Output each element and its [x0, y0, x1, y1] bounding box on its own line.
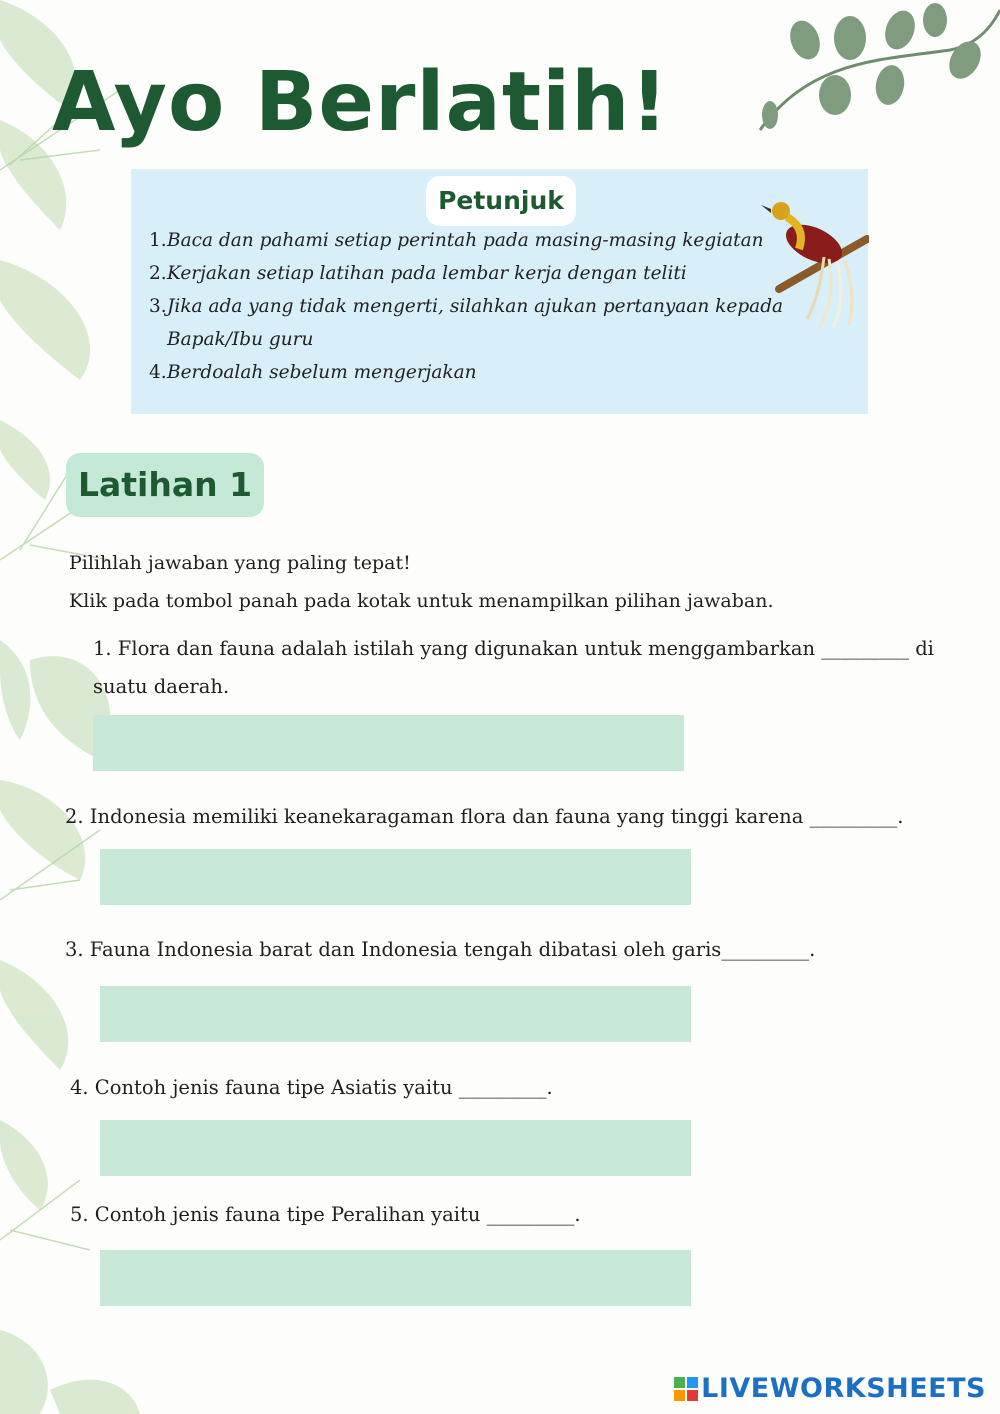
question-4: 4. Contoh jenis fauna tipe Asiatis yaitu _________. [70, 1076, 553, 1099]
instruction-item: 3. Jika ada yang tidak mengerti, silahkan ajukan pertanyaan kepada Bapak/Ibu guru [149, 296, 784, 350]
answer-dropdown-1[interactable] [93, 715, 684, 771]
question-2: 2. Indonesia memiliki keanekaragaman flora dan fauna yang tinggi karena _________. [65, 805, 904, 828]
answer-dropdown-3[interactable] [100, 986, 691, 1042]
liveworksheets-logo[interactable] [674, 1373, 986, 1404]
instruction-item: 1. Baca dan pahami setiap perintah pada masing-masing kegiatan [149, 230, 764, 251]
liveworksheets-logo-icon [674, 1377, 698, 1401]
vine-decoration [750, 0, 1000, 150]
question-3: 3. Fauna Indonesia barat dan Indonesia tengah dibatasi oleh garis_________. [65, 938, 816, 961]
exercise-instruction: Klik pada tombol panah pada kotak untuk menampilkan pilihan jawaban. [69, 590, 774, 612]
page-title: Ayo Berlatih! [52, 55, 669, 150]
question-1: 1. Flora dan fauna adalah istilah yang digunakan untuk menggambarkan _________ di suatu daerah. [93, 637, 934, 698]
logo-text: LIVEWORKSHEETS [701, 1373, 986, 1404]
instructions-panel [131, 169, 868, 414]
answer-dropdown-4[interactable] [100, 1120, 691, 1176]
answer-dropdown-2[interactable] [100, 849, 691, 905]
bird-of-paradise-icon [759, 189, 869, 329]
exercise-instruction: Pilihlah jawaban yang paling tepat! [69, 552, 411, 574]
instructions-list [149, 224, 799, 389]
question-5: 5. Contoh jenis fauna tipe Peralihan yaitu _________. [70, 1203, 581, 1226]
instructions-heading: Petunjuk [426, 176, 576, 226]
answer-dropdown-5[interactable] [100, 1250, 691, 1306]
instruction-item: 4. Berdoalah sebelum mengerjakan [149, 362, 477, 383]
instruction-item: 2. Kerjakan setiap latihan pada lembar kerja dengan teliti [149, 263, 687, 284]
exercise-heading: Latihan 1 [66, 453, 264, 517]
